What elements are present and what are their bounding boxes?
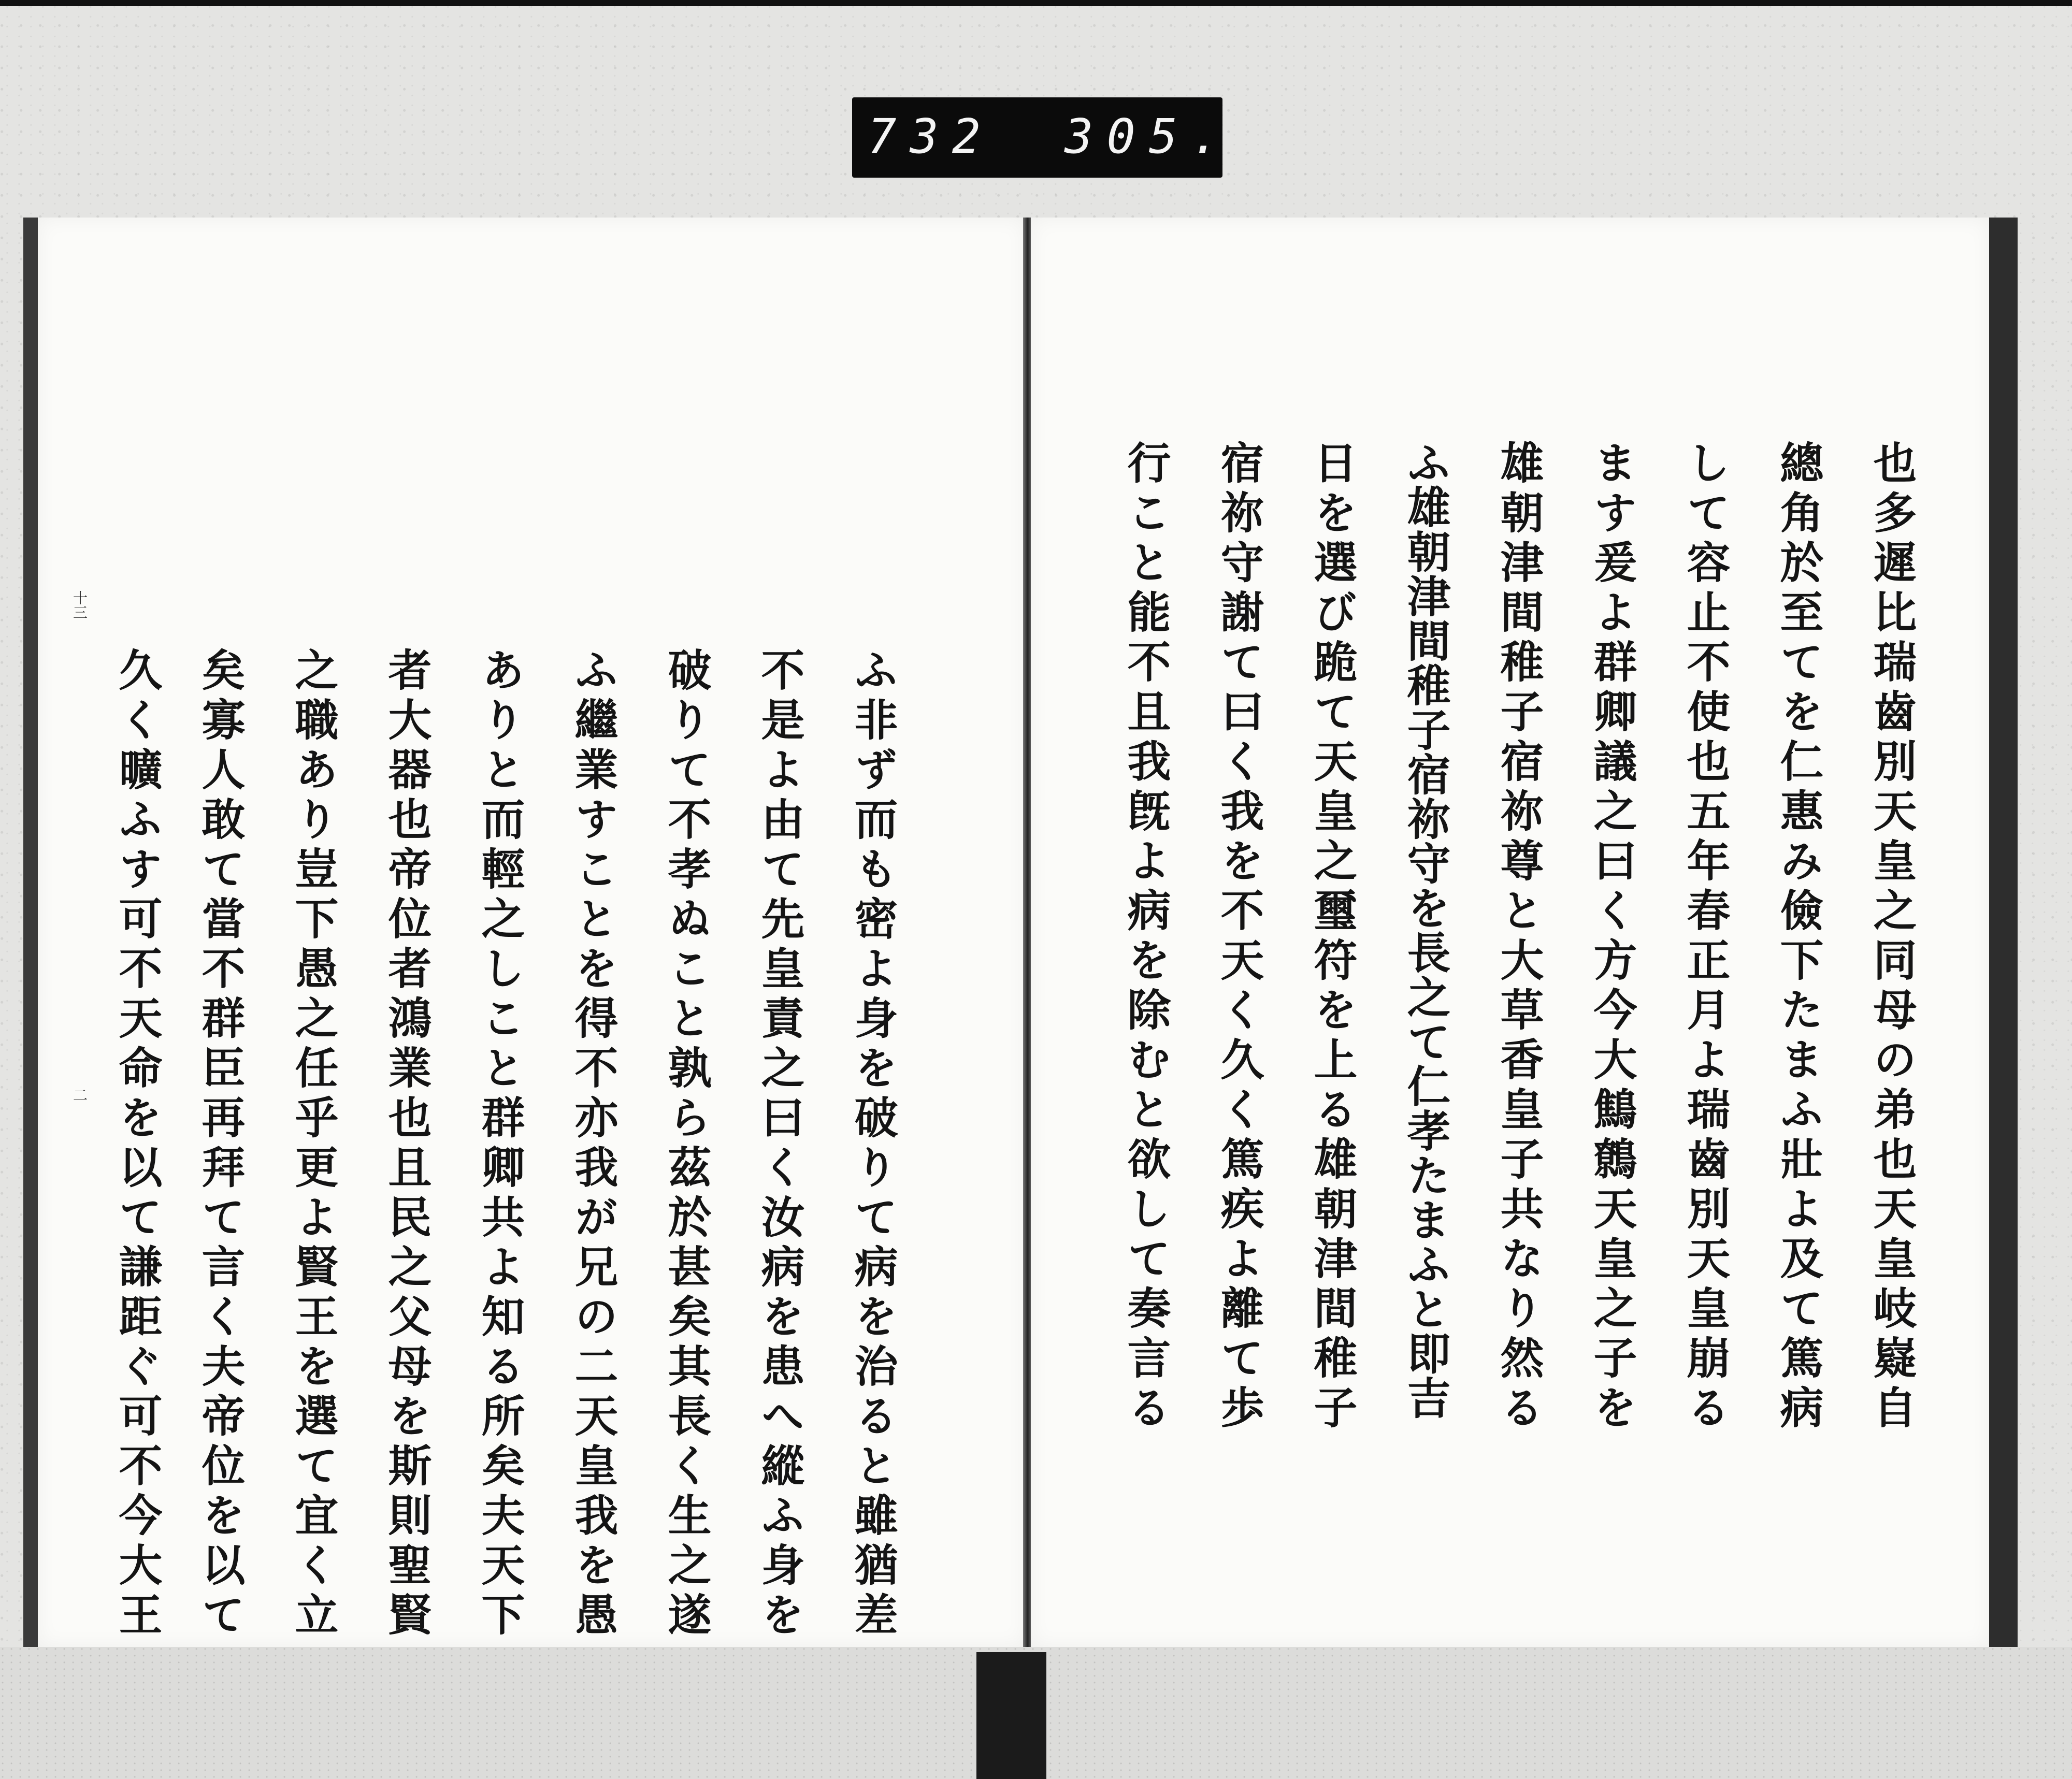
left-page [23, 218, 1026, 1647]
catalog-number-right: 305. [1064, 109, 1233, 164]
left-column-8: 矣寡人敢て當不群臣再拜て言く夫帝位を以て [195, 647, 246, 1642]
right-column-6: ふ雄朝津間稚子宿祢守を長之て仁孝たまふと即吉 [1400, 440, 1451, 1420]
left-column-2: 不是よ由て先皇責之曰く汝病を患へ縱ふ身を [754, 647, 805, 1642]
right-column-4: ます爰よ群卿議之曰く方今大鷦鷯天皇之子を [1587, 440, 1638, 1435]
right-column-8: 宿祢守謝て曰く我を不天く久く篤疾よ離て歩 [1214, 440, 1265, 1435]
right-column-7: 日を選び跪て天皇之璽符を上る雄朝津間稚子 [1307, 440, 1358, 1435]
left-column-7: 之職あり豈下愚之任乎更よ賢王を選て宜く立 [288, 647, 339, 1642]
open-book [23, 218, 2051, 1647]
left-column-9: 久く曠ふす可不天命を以て謙距ぐ可不今大王 [112, 647, 163, 1642]
right-column-2: 總角於至てを仁惠み儉下たまふ壯よ及て篤病 [1773, 440, 1824, 1435]
left-column-4: ふ繼業すことを得不亦我が兄の二天皇我を愚 [568, 647, 619, 1642]
right-column-9: 行こと能不且我旣よ病を除むと欲して奏言る [1120, 440, 1172, 1435]
right-column-1: 也多遲比瑞齒別天皇之同母の弟也天皇岐嶷自 [1866, 440, 1918, 1435]
left-column-1: ふ非ず而も密よ身を破りて病を治ると雖猶差 [847, 647, 899, 1642]
left-column-6: 者大器也帝位者鴻業也且民之父母を斯則聖賢 [381, 647, 433, 1642]
right-column-5: 雄朝津間稚子宿祢尊と大草香皇子共なり然る [1493, 440, 1545, 1435]
left-column-3: 破りて不孝ぬこと孰ら茲於甚矣其長く生之遂 [661, 647, 712, 1642]
right-column-3: して容止不使也五年春正月よ瑞齒別天皇崩る [1680, 440, 1731, 1435]
right-page [1031, 218, 2018, 1647]
catalog-label [852, 97, 1233, 178]
folio-number: 十三 [71, 590, 88, 619]
left-column-5: ありと而輕之しこと群卿共よ知る所矣夫天下 [474, 647, 526, 1642]
folio-sub-number: 二 [71, 1088, 88, 1102]
catalog-number-left: 732 [868, 109, 995, 164]
scanner-edge [0, 0, 2072, 6]
book-spine-bottom [976, 1652, 1046, 1779]
